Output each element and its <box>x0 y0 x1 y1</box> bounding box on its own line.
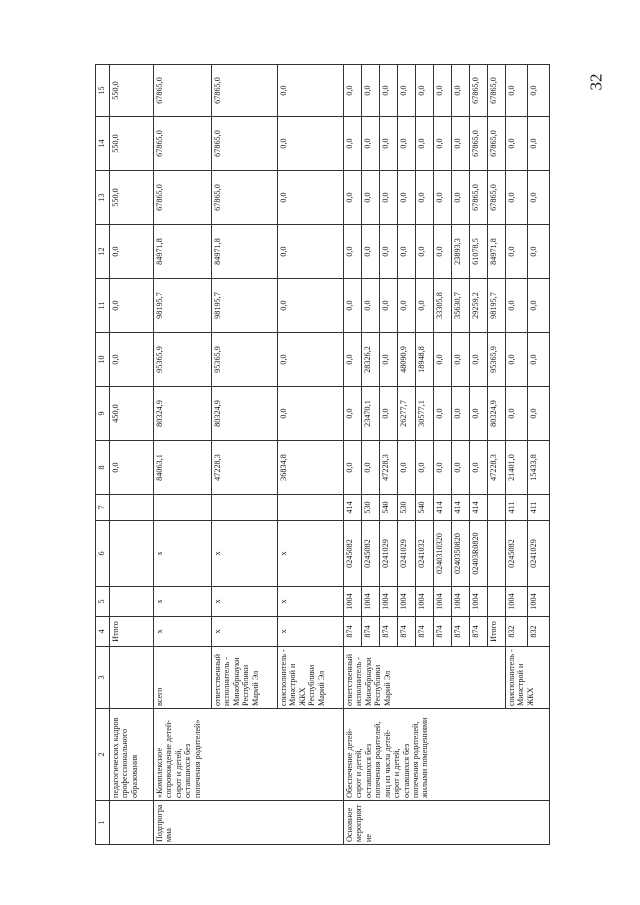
cell-col-10: 0,0 <box>528 333 550 387</box>
cell-col-11: 0,0 <box>362 279 380 333</box>
cell-col-7 <box>110 495 154 521</box>
cell-col-13: 0,0 <box>506 171 528 225</box>
cell-col-6: 0241029 <box>380 521 398 587</box>
cell-col-3: соисполнитель - Минстрой и ЖКХ <box>506 647 550 709</box>
column-header-6: 6 <box>96 521 110 587</box>
cell-col-13: 67865,0 <box>470 171 488 225</box>
cell-col-9: 0,0 <box>528 387 550 441</box>
cell-col-12: 0,0 <box>344 225 362 279</box>
column-header-8: 8 <box>96 441 110 495</box>
cell-col-8: 47228,3 <box>380 441 398 495</box>
cell-col-15: 550,0 <box>110 65 154 117</box>
table-row <box>154 65 212 845</box>
cell-col-3: ответственный исполнитель - Минобрнауки Республики Марий Эл <box>212 647 278 709</box>
cell-col-14: 550,0 <box>110 117 154 171</box>
cell-col-8: 0,0 <box>344 441 362 495</box>
cell-col-9: 0,0 <box>506 387 528 441</box>
cell-col-11: 0,0 <box>344 279 362 333</box>
cell-col-5: 1004 <box>362 587 380 617</box>
cell-col-4: Итого <box>488 617 506 647</box>
cell-col-14: 67865,0 <box>470 117 488 171</box>
cell-col-4: 832 <box>506 617 528 647</box>
cell-col-13: 0,0 <box>452 171 470 225</box>
cell-col-13: 0,0 <box>278 171 344 225</box>
column-header-14: 14 <box>96 117 110 171</box>
cell-col-4: 874 <box>398 617 416 647</box>
column-header-9: 9 <box>96 387 110 441</box>
cell-col-6: 0241032 <box>416 521 434 587</box>
cell-col-8: 84063,1 <box>154 441 212 495</box>
cell-col-10: 0,0 <box>506 333 528 387</box>
cell-col-12: 23893,3 <box>452 225 470 279</box>
cell-col-12: 0,0 <box>528 225 550 279</box>
cell-col-12: 84971,8 <box>488 225 506 279</box>
cell-col-10: 0,0 <box>452 333 470 387</box>
cell-col-7: 414 <box>434 495 452 521</box>
cell-col-2: педагогических кадров профессионального образования <box>110 709 154 801</box>
column-header-2: 2 <box>96 709 110 801</box>
cell-col-8: 0,0 <box>416 441 434 495</box>
cell-col-11: 0,0 <box>398 279 416 333</box>
cell-col-11: 35630,7 <box>452 279 470 333</box>
cell-col-10: 0,0 <box>110 333 154 387</box>
cell-col-10: 95365,9 <box>154 333 212 387</box>
cell-col-8: 0,0 <box>398 441 416 495</box>
rotated-table-container <box>95 65 538 845</box>
cell-col-3: ответственный исполнитель - Минобрнауки Республики Марий Эл <box>344 647 506 709</box>
column-header-1: 1 <box>96 801 110 845</box>
cell-col-11: 98195,7 <box>154 279 212 333</box>
cell-col-8: 0,0 <box>362 441 380 495</box>
cell-col-5: 1004 <box>506 587 528 617</box>
cell-col-11: 98195,7 <box>488 279 506 333</box>
cell-col-13: 0,0 <box>398 171 416 225</box>
cell-col-9: 0,0 <box>470 387 488 441</box>
cell-col-15: 0,0 <box>434 65 452 117</box>
cell-col-5: 1004 <box>398 587 416 617</box>
cell-col-4: 832 <box>528 617 550 647</box>
cell-col-3: всего <box>154 647 212 709</box>
cell-col-15: 0,0 <box>452 65 470 117</box>
cell-col-10: 28326,2 <box>362 333 380 387</box>
cell-col-15: 67865,0 <box>470 65 488 117</box>
cell-col-5 <box>110 587 154 617</box>
cell-col-4: Итого <box>110 617 154 647</box>
cell-col-9: 23470,1 <box>362 387 380 441</box>
column-header-5: 5 <box>96 587 110 617</box>
cell-col-10: 18948,8 <box>416 333 434 387</box>
cell-col-14: 0,0 <box>278 117 344 171</box>
cell-col-10: 0,0 <box>470 333 488 387</box>
cell-col-8: 47228,3 <box>212 441 278 495</box>
column-header-15: 15 <box>96 65 110 117</box>
table-body <box>110 65 550 845</box>
cell-col-9: 0,0 <box>278 387 344 441</box>
cell-col-9: 80324,9 <box>154 387 212 441</box>
cell-col-5: 1004 <box>380 587 398 617</box>
cell-col-7 <box>212 495 278 521</box>
cell-col-5: 1004 <box>452 587 470 617</box>
cell-col-5: х <box>154 587 212 617</box>
cell-col-11: 29259,2 <box>470 279 488 333</box>
cell-col-13: 0,0 <box>380 171 398 225</box>
cell-col-7: 414 <box>344 495 362 521</box>
cell-col-15: 0,0 <box>528 65 550 117</box>
cell-col-8: 0,0 <box>434 441 452 495</box>
cell-col-14: 0,0 <box>506 117 528 171</box>
table-row <box>344 65 362 845</box>
cell-col-11: 0,0 <box>416 279 434 333</box>
cell-col-11: 0,0 <box>278 279 344 333</box>
cell-col-12: 0,0 <box>416 225 434 279</box>
cell-col-5: 1004 <box>416 587 434 617</box>
cell-col-9: 26277,7 <box>398 387 416 441</box>
cell-col-12: 0,0 <box>434 225 452 279</box>
cell-col-9: 80324,9 <box>212 387 278 441</box>
cell-col-12: 0,0 <box>110 225 154 279</box>
cell-col-7: 530 <box>398 495 416 521</box>
cell-col-12: 84971,8 <box>212 225 278 279</box>
cell-col-10: 0,0 <box>344 333 362 387</box>
cell-col-6: 0241029 <box>398 521 416 587</box>
cell-col-3 <box>110 647 154 709</box>
cell-col-1: Основное мероприятие <box>344 801 550 845</box>
cell-col-11: 0,0 <box>506 279 528 333</box>
cell-col-4: 874 <box>434 617 452 647</box>
cell-col-8: 0,0 <box>470 441 488 495</box>
cell-col-15: 0,0 <box>278 65 344 117</box>
cell-col-4: х <box>154 617 212 647</box>
cell-col-5: 1004 <box>528 587 550 617</box>
cell-col-12: 0,0 <box>506 225 528 279</box>
cell-col-11: 0,0 <box>380 279 398 333</box>
cell-col-13: 0,0 <box>416 171 434 225</box>
rotated-table-area <box>95 65 538 845</box>
cell-col-7: 540 <box>380 495 398 521</box>
cell-col-8: 21401,0 <box>506 441 528 495</box>
column-header-13: 13 <box>96 171 110 225</box>
cell-col-6: 0240350820 <box>452 521 470 587</box>
cell-col-8: 0,0 <box>452 441 470 495</box>
cell-col-14: 0,0 <box>434 117 452 171</box>
cell-col-4: 874 <box>452 617 470 647</box>
cell-col-12: 0,0 <box>278 225 344 279</box>
cell-col-13: 67865,0 <box>488 171 506 225</box>
cell-col-14: 67865,0 <box>154 117 212 171</box>
cell-col-10: 0,0 <box>434 333 452 387</box>
cell-col-3: соисполнитель - Минстрой и ЖКХ Республики Марий Эл <box>278 647 344 709</box>
cell-col-5: х <box>278 587 344 617</box>
cell-col-13: 550,0 <box>110 171 154 225</box>
cell-col-5: 1004 <box>470 587 488 617</box>
cell-col-4: 874 <box>380 617 398 647</box>
cell-col-14: 0,0 <box>528 117 550 171</box>
cell-col-4: 874 <box>362 617 380 647</box>
cell-col-5: 1004 <box>434 587 452 617</box>
cell-col-8: 15433,8 <box>528 441 550 495</box>
cell-col-6 <box>110 521 154 587</box>
column-header-12: 12 <box>96 225 110 279</box>
cell-col-9: 80324,9 <box>488 387 506 441</box>
cell-col-9: 0,0 <box>452 387 470 441</box>
cell-col-11: 0,0 <box>528 279 550 333</box>
cell-col-15: 0,0 <box>362 65 380 117</box>
column-number-row <box>96 65 110 845</box>
cell-col-7: 411 <box>528 495 550 521</box>
cell-col-9: 0,0 <box>380 387 398 441</box>
cell-col-13: 0,0 <box>528 171 550 225</box>
cell-col-5 <box>488 587 506 617</box>
column-header-7: 7 <box>96 495 110 521</box>
cell-col-6: 0241029 <box>528 521 550 587</box>
cell-col-15: 67865,0 <box>212 65 278 117</box>
cell-col-11: 33305,8 <box>434 279 452 333</box>
cell-col-8: 36834,8 <box>278 441 344 495</box>
cell-col-6: 02403R0820 <box>470 521 488 587</box>
cell-col-1: Подпрограмма <box>154 801 344 845</box>
cell-col-10: 95365,9 <box>212 333 278 387</box>
cell-col-10: 48090,9 <box>398 333 416 387</box>
cell-col-9: 0,0 <box>344 387 362 441</box>
cell-col-6: х <box>212 521 278 587</box>
cell-col-13: 0,0 <box>434 171 452 225</box>
cell-col-8: 47228,3 <box>488 441 506 495</box>
cell-col-7: 414 <box>452 495 470 521</box>
budget-table <box>95 64 550 845</box>
cell-col-15: 0,0 <box>398 65 416 117</box>
cell-col-12: 0,0 <box>380 225 398 279</box>
cell-col-6 <box>488 521 506 587</box>
cell-col-13: 0,0 <box>344 171 362 225</box>
cell-col-13: 0,0 <box>362 171 380 225</box>
cell-col-14: 0,0 <box>344 117 362 171</box>
cell-col-9: 0,0 <box>434 387 452 441</box>
cell-col-13: 67865,0 <box>154 171 212 225</box>
cell-col-2: «Комплексное сопровождение детей-сирот и детей, оставшихся без попечения родителей» <box>154 709 344 801</box>
cell-col-13: 67865,0 <box>212 171 278 225</box>
cell-col-14: 67865,0 <box>488 117 506 171</box>
cell-col-14: 0,0 <box>452 117 470 171</box>
cell-col-6: 0245082 <box>506 521 528 587</box>
column-header-11: 11 <box>96 279 110 333</box>
cell-col-4: 874 <box>344 617 362 647</box>
cell-col-6: х <box>278 521 344 587</box>
column-header-10: 10 <box>96 333 110 387</box>
cell-col-14: 0,0 <box>416 117 434 171</box>
cell-col-9: 450,0 <box>110 387 154 441</box>
cell-col-7: 540 <box>416 495 434 521</box>
cell-col-15: 0,0 <box>344 65 362 117</box>
cell-col-10: 95365,9 <box>488 333 506 387</box>
cell-col-4: х <box>278 617 344 647</box>
cell-col-14: 0,0 <box>398 117 416 171</box>
cell-col-2: Обеспечение детей-сирот и детей, оставшихся без попечения родителей, лиц из числа детей-сирот и детей, оставшихся без попечения родителей, жилыми помещениями <box>344 709 550 801</box>
column-header-3: 3 <box>96 647 110 709</box>
cell-col-11: 0,0 <box>110 279 154 333</box>
cell-col-6: 0245082 <box>344 521 362 587</box>
cell-col-8: 0,0 <box>110 441 154 495</box>
cell-col-7 <box>154 495 212 521</box>
cell-col-5: х <box>212 587 278 617</box>
cell-col-7: 411 <box>506 495 528 521</box>
cell-col-7 <box>278 495 344 521</box>
cell-col-15: 0,0 <box>416 65 434 117</box>
cell-col-12: 61078,5 <box>470 225 488 279</box>
column-header-4: 4 <box>96 617 110 647</box>
cell-col-4: 874 <box>416 617 434 647</box>
cell-col-6: х <box>154 521 212 587</box>
cell-col-15: 67865,0 <box>488 65 506 117</box>
cell-col-14: 67865,0 <box>212 117 278 171</box>
cell-col-4: 874 <box>470 617 488 647</box>
cell-col-1 <box>110 801 154 845</box>
cell-col-6: 0240310320 <box>434 521 452 587</box>
cell-col-9: 30577,1 <box>416 387 434 441</box>
cell-col-7: 414 <box>470 495 488 521</box>
cell-col-15: 67865,0 <box>154 65 212 117</box>
cell-col-12: 0,0 <box>398 225 416 279</box>
cell-col-15: 0,0 <box>380 65 398 117</box>
cell-col-7 <box>488 495 506 521</box>
cell-col-14: 0,0 <box>362 117 380 171</box>
cell-col-10: 0,0 <box>278 333 344 387</box>
cell-col-12: 84971,8 <box>154 225 212 279</box>
cell-col-15: 0,0 <box>506 65 528 117</box>
cell-col-6: 0245082 <box>362 521 380 587</box>
cell-col-7: 530 <box>362 495 380 521</box>
cell-col-5: 1004 <box>344 587 362 617</box>
cell-col-10: 0,0 <box>380 333 398 387</box>
cell-col-11: 98195,7 <box>212 279 278 333</box>
table-row <box>110 65 154 845</box>
cell-col-14: 0,0 <box>380 117 398 171</box>
cell-col-4: х <box>212 617 278 647</box>
cell-col-12: 0,0 <box>362 225 380 279</box>
page-number: 32 <box>586 73 606 91</box>
